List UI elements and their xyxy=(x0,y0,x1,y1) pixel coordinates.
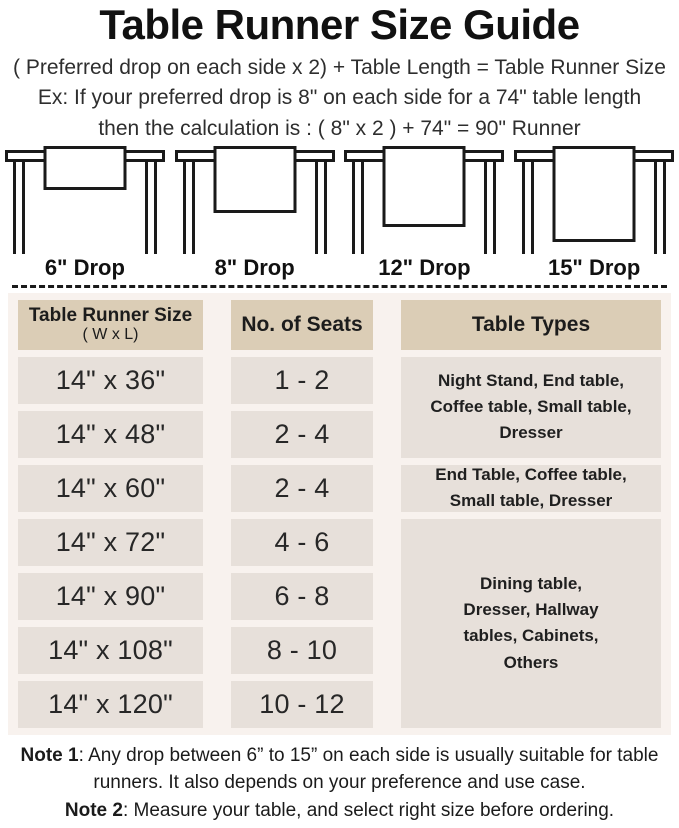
seats-cell-row5: 6 - 8 xyxy=(231,573,373,620)
seats-cell-row2: 2 - 4 xyxy=(231,411,373,458)
table-types-cell-group-1 xyxy=(401,357,661,458)
drop-label-15: 15" Drop xyxy=(547,254,641,280)
header-cell-runner-size xyxy=(18,300,203,350)
drop-illustrations-row xyxy=(0,146,679,254)
header-runner-size-title: Table Runner Size xyxy=(28,304,193,326)
note-1 xyxy=(16,742,664,797)
header-cell-types: Table Types xyxy=(401,300,661,350)
size-cell-14x36: 14" x 36" xyxy=(18,357,203,404)
note-2-text: : Measure your table, and select right size before ordering. xyxy=(122,799,615,821)
header-runner-size-sub: ( W x L) xyxy=(82,326,139,344)
runner-rect xyxy=(215,147,295,211)
table-illustration-8-drop xyxy=(170,146,340,254)
table-illustration-15-drop xyxy=(509,146,679,254)
notes-section xyxy=(4,742,675,825)
drop-label-6: 6" Drop xyxy=(44,254,125,280)
dashed-divider xyxy=(12,285,667,288)
formula-text: ( Preferred drop on each side x 2) + Table Length = Table Runner Size xyxy=(13,56,666,80)
seats-cell-row1: 1 - 2 xyxy=(231,357,373,404)
page-title: Table Runner Size Guide xyxy=(99,1,580,48)
table-types-cell-group-3 xyxy=(401,519,661,728)
runner-rect xyxy=(384,147,464,225)
seats-cell-row6: 8 - 10 xyxy=(231,627,373,674)
table-runner-diagram xyxy=(514,146,674,254)
note-2-label: Note 2 xyxy=(64,799,123,821)
table-types-text: Dining table, Dresser, Hallway tables, Cabinets, Others xyxy=(463,573,599,672)
drop-label-12: 12" Drop xyxy=(378,254,471,280)
size-cell-14x60: 14" x 60" xyxy=(18,465,203,512)
seats-cell-row4: 4 - 6 xyxy=(231,519,373,566)
size-cell-14x48: 14" x 48" xyxy=(18,411,203,458)
example-line-1: Ex: If your preferred drop is 8" on each side for a 74" table length xyxy=(37,86,642,110)
table-types-text: End Table, Coffee table, Small table, Dresser xyxy=(435,464,627,511)
example-line-2: then the calculation is : ( 8" x 2 ) + 74" = 90" Runner xyxy=(98,116,581,140)
table-types-cell-group-2 xyxy=(401,465,661,512)
note-1-text: : Any drop between 6” to 15” on each side is usually suitable for table runners. It also depends on your preference and use case. xyxy=(78,744,659,794)
size-cell-14x90: 14" x 90" xyxy=(18,573,203,620)
runner-rect xyxy=(45,147,125,188)
size-cell-14x120: 14" x 120" xyxy=(18,681,203,728)
header-cell-seats: No. of Seats xyxy=(231,300,373,350)
table-runner-diagram xyxy=(344,146,504,254)
note-1-label: Note 1 xyxy=(20,744,79,766)
table-runner-diagram xyxy=(175,146,335,254)
size-cell-14x108: 14" x 108" xyxy=(18,627,203,674)
runner-rect xyxy=(554,147,634,240)
seats-cell-row7: 10 - 12 xyxy=(231,681,373,728)
drop-label-8: 8" Drop xyxy=(214,254,295,280)
table-runner-diagram xyxy=(5,146,165,254)
seats-cell-row3: 2 - 4 xyxy=(231,465,373,512)
drop-labels-row xyxy=(0,255,679,281)
table-illustration-12-drop xyxy=(340,146,510,254)
table-types-text: Night Stand, End table, Coffee table, Small table, Dresser xyxy=(430,370,632,443)
table-illustration-6-drop xyxy=(0,146,170,254)
size-cell-14x72: 14" x 72" xyxy=(18,519,203,566)
note-2 xyxy=(4,797,675,825)
size-guide-table xyxy=(8,293,671,735)
